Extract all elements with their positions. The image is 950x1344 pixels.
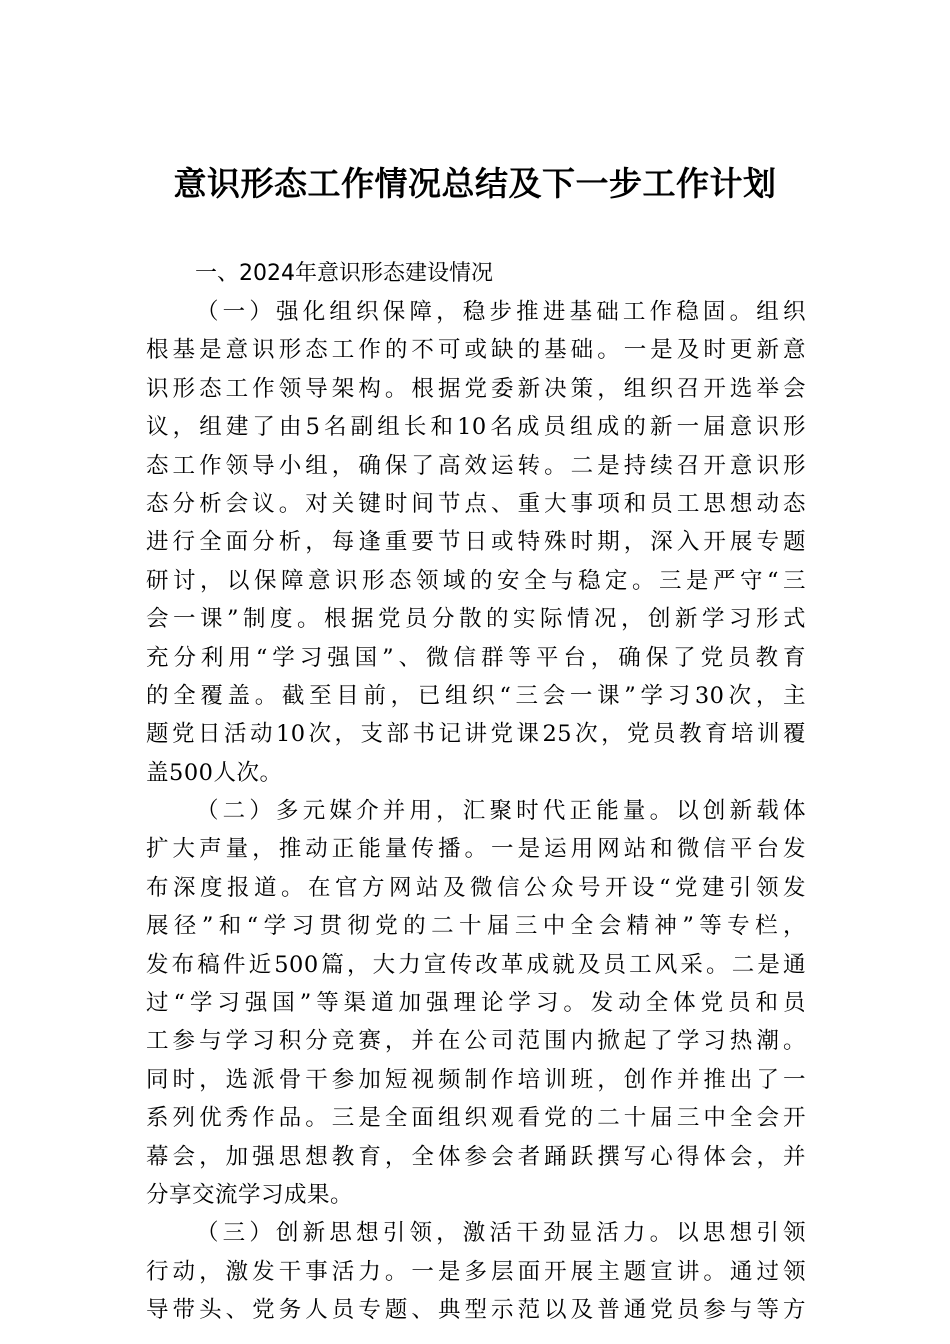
line-text: 幕会，加强思想教育，全体参会者踊跃撰写心得体会，并	[146, 1143, 806, 1170]
text-line	[146, 677, 806, 715]
text-line	[146, 331, 806, 369]
text-line	[146, 447, 806, 485]
line-text: 分享交流学习成果。	[146, 1181, 354, 1208]
text-line	[146, 984, 806, 1022]
line-text: 态工作领导小组，确保了高效运转。二是持续召开意识形	[146, 452, 806, 479]
line-text: 工参与学习积分竞赛，并在公司范围内掀起了学习热潮。	[146, 1028, 806, 1055]
text-line	[146, 293, 806, 331]
line-text: 研讨，以保障意识形态领域的安全与稳定。三是严守“三	[146, 567, 806, 594]
text-line	[146, 600, 806, 638]
line-text: 以思想引领	[676, 1220, 806, 1247]
line-text: 根基是意识形态工作的不可或缺的基础。一是及时更新意	[146, 337, 806, 364]
line-text: 进行全面分析，每逢重要节日或特殊时期，深入开展专题	[146, 529, 806, 556]
text-line	[146, 1291, 806, 1329]
text-line	[146, 792, 806, 830]
line-text: 布深度报道。在官方网站及微信公众号开设“党建引领发	[146, 874, 806, 901]
line-text: 系列优秀作品。三是全面组织观看党的二十届三中全会开	[146, 1105, 806, 1132]
paragraph-lead: （二）多元媒介并用，汇聚时代正能量。	[196, 798, 677, 825]
paragraph-lead: （三）创新思想引领，激活干劲显活力。	[196, 1220, 677, 1247]
line-text: 同时，选派骨干参加短视频制作培训班，创作并推出了一	[146, 1066, 806, 1093]
line-text: 议，组建了由5名副组长和10名成员组成的新一届意识形	[146, 414, 806, 441]
body-text	[146, 293, 806, 1330]
line-text: 会一课”制度。根据党员分散的实际情况，创新学习形式	[146, 606, 806, 633]
section-heading: 一、2024年意识形态建设情况	[195, 261, 493, 286]
paragraph-lead: （一）强化组织保障，稳步推进基础工作稳固。	[196, 299, 757, 325]
line-text: 的全覆盖。截至目前，已组织“三会一课”学习30次，主	[146, 682, 806, 709]
text-line	[146, 1099, 806, 1137]
line-text: 充分利用“学习强国”、微信群等平台，确保了党员教育	[146, 644, 806, 671]
text-line	[146, 1253, 806, 1291]
text-line	[146, 1061, 806, 1099]
text-line	[146, 715, 806, 753]
line-text: 题党日活动10次，支部书记讲党课25次，党员教育培训覆	[146, 721, 806, 748]
text-line	[146, 907, 806, 945]
line-text: 态分析会议。对关键时间节点、重大事项和员工思想动态	[146, 490, 806, 517]
line-text: 组织	[756, 299, 806, 325]
text-line	[146, 1176, 806, 1214]
line-text: 过“学习强国”等渠道加强理论学习。发动全体党员和员	[146, 990, 806, 1017]
document-title: 意识形态工作情况总结及下一步工作计划	[173, 164, 777, 203]
text-line	[146, 408, 806, 446]
text-line	[146, 1214, 806, 1252]
line-text: 导带头、党务人员专题、典型示范以及普通党员参与等方	[146, 1297, 806, 1324]
line-text: 展径”和“学习贯彻党的二十届三中全会精神”等专栏，	[146, 913, 806, 940]
text-line	[146, 639, 806, 677]
line-text: 行动，激发干事活力。一是多层面开展主题宣讲。通过领	[146, 1258, 806, 1285]
line-text: 以创新载体	[676, 798, 806, 825]
text-line	[146, 562, 806, 600]
line-text: 盖500人次。	[146, 759, 283, 786]
text-line	[146, 946, 806, 984]
text-line	[146, 1022, 806, 1060]
text-line	[146, 830, 806, 868]
text-line	[146, 1138, 806, 1176]
text-line	[146, 485, 806, 523]
text-line	[146, 869, 806, 907]
line-text: 扩大声量，推动正能量传播。一是运用网站和微信平台发	[146, 836, 806, 863]
text-line	[146, 370, 806, 408]
text-line	[146, 523, 806, 561]
line-text: 识形态工作领导架构。根据党委新决策，组织召开选举会	[146, 375, 806, 402]
text-line	[146, 754, 806, 792]
line-text: 发布稿件近500篇，大力宣传改革成就及员工风采。二是通	[146, 951, 806, 978]
